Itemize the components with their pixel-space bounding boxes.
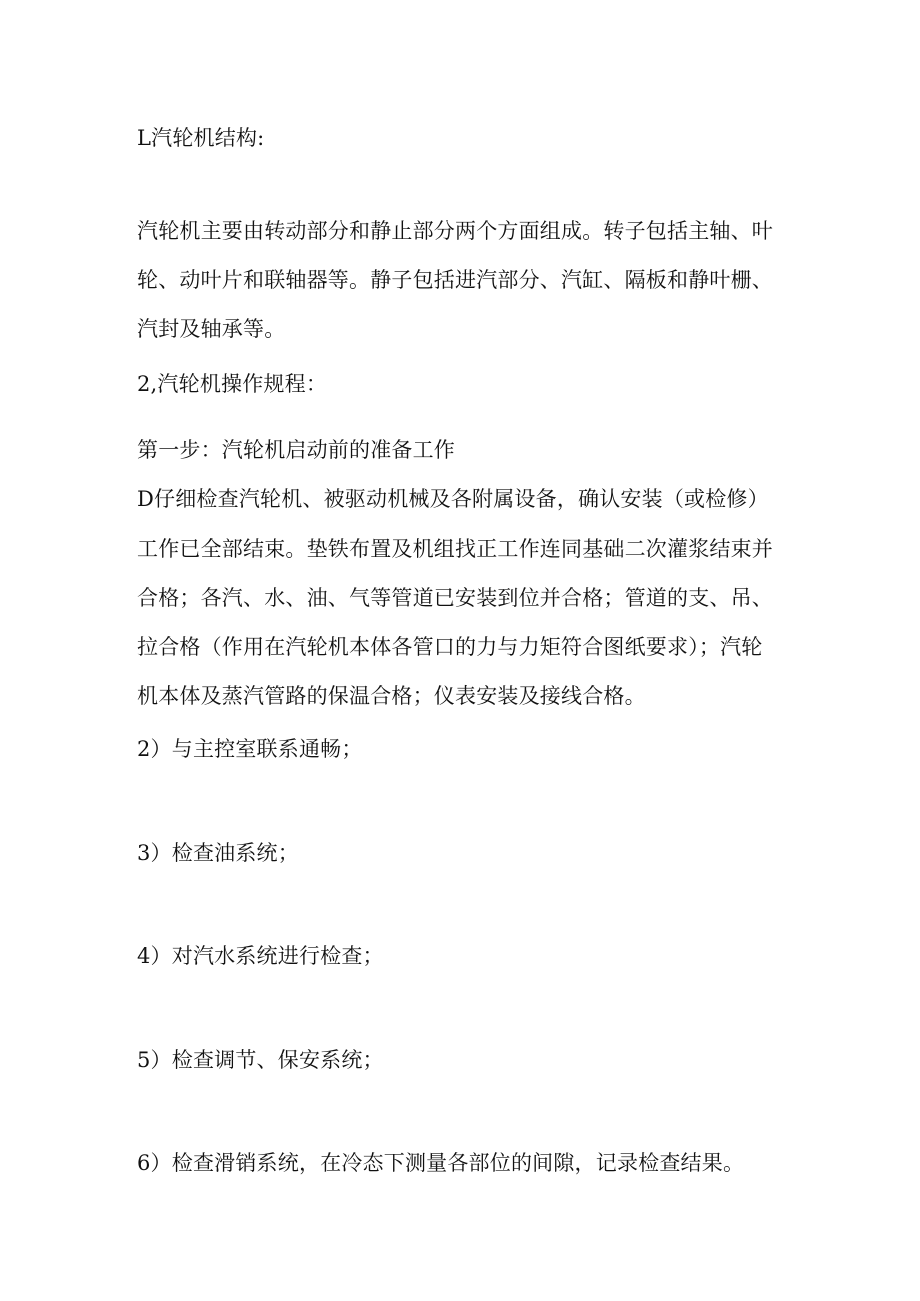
list-item-1-line: 工作已全部结束。垫铁布置及机组找正工作连同基础二次灌浆结束并 xyxy=(137,537,773,561)
body-text-line: 轮、动叶片和联轴器等。静子包括进汽部分、汽缸、隔板和静叶栅、 xyxy=(137,268,773,292)
section-title-structure: L汽轮机结构: xyxy=(137,126,265,150)
body-text-line: 汽轮机主要由转动部分和静止部分两个方面组成。转子包括主轴、叶 xyxy=(137,219,773,243)
list-item-1-line: 机本体及蒸汽管路的保温合格；仪表安装及接线合格。 xyxy=(137,684,646,708)
list-item-1-line: 拉合格（作用在汽轮机本体各管口的力与力矩符合图纸要求）；汽轮 xyxy=(137,635,763,659)
body-text-line: 汽封及轴承等。 xyxy=(137,317,286,341)
list-item-6: 6）检查滑销系统，在冷态下测量各部位的间隙，记录检查结果。 xyxy=(137,1151,745,1175)
list-item-4: 4）对汽水系统进行检查； xyxy=(137,944,384,968)
section-title-operation: 2,汽轮机操作规程： xyxy=(137,372,328,396)
list-item-1-line: D仔细检查汽轮机、被驱动机械及各附属设备，确认安装（或检修） xyxy=(137,487,769,511)
list-item-5: 5）检查调节、保安系统； xyxy=(137,1048,384,1072)
list-item-2: 2）与主控室联系通畅； xyxy=(137,737,363,761)
step-title: 第一步：汽轮机启动前的准备工作 xyxy=(137,438,455,462)
list-item-3: 3）检查油系统； xyxy=(137,841,299,865)
list-item-1-line: 合格；各汽、水、油、气等管道已安装到位并合格；管道的支、吊、 xyxy=(137,586,773,610)
